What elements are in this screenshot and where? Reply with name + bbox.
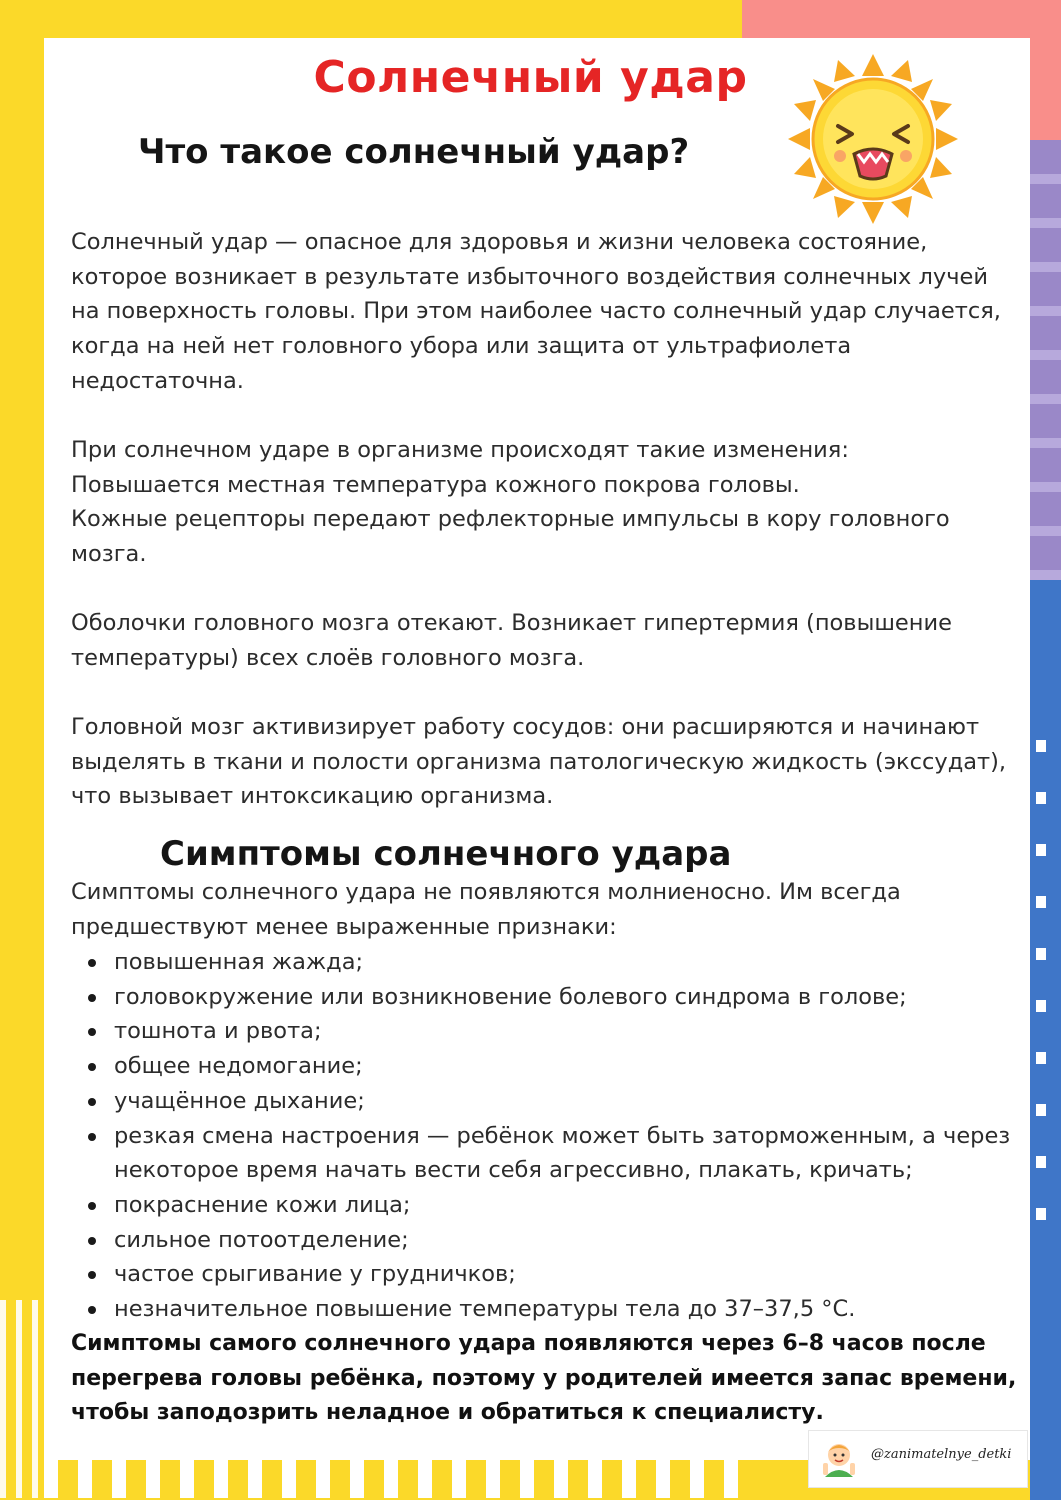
section-heading-what-is: Что такое солнечный удар?	[138, 132, 690, 172]
list-item: незначительное повышение температуры тела до 37–37,5 °С.	[71, 1292, 1021, 1327]
list-item: головокружение или возникновение болевого синдрома в голове;	[71, 980, 1021, 1015]
symptoms-list	[71, 945, 1021, 1327]
decor-stripe-purple	[1030, 140, 1061, 580]
author-badge[interactable]	[808, 1430, 1028, 1488]
paragraph-definition: Солнечный удар — опасное для здоровья и жизни человека состояние, которое возникает в результате избыточного воздействия солнечных лучей на поверхность головы. При этом наиболее часто солнечный удар случается, когда на ней нет головного убора или защита от ультрафиолета недостаточна.	[71, 229, 1001, 394]
list-item: учащённое дыхание;	[71, 1084, 1021, 1119]
author-handle: @zanimatelnye_detki	[871, 1447, 1012, 1462]
symptoms-intro: Симптомы солнечного удара не появляются молниеносно. Им всегда предшествуют менее выраженные признаки:	[71, 879, 901, 940]
list-item: сильное потоотделение;	[71, 1223, 1021, 1258]
list-item: общее недомогание;	[71, 1049, 1021, 1084]
page-title: Солнечный удар	[313, 52, 748, 103]
decor-stripe-pink	[742, 0, 1061, 40]
paragraph-changes: При солнечном ударе в организме происходят такие изменения: Повышается местная температура кожного покрова головы. Кожные рецепторы передают рефлекторные импульсы в кору головного мозга.	[71, 437, 950, 568]
symptoms-conclusion: Симптомы самого солнечного удара появляются через 6–8 часов после перегрева головы ребёнка, поэтому у родителей имеется запас времени, чтобы заподозрить неладное и обратиться к специалисту.	[71, 1331, 1017, 1426]
paragraph-meninges: Оболочки головного мозга отекают. Возникает гипертермия (повышение температуры) всех слоёв головного мозга.	[71, 610, 952, 671]
section-heading-symptoms: Симптомы солнечного удара	[160, 834, 732, 874]
list-item: повышенная жажда;	[71, 945, 1021, 980]
list-item: резкая смена настроения — ребёнок может быть заторможенным, а через некоторое время начать вести себя агрессивно, плакать, кричать;	[71, 1119, 1021, 1188]
list-item: покраснение кожи лица;	[71, 1188, 1021, 1223]
child-avatar-icon	[813, 1433, 865, 1485]
sun-illustration	[788, 54, 958, 224]
list-item: тошнота и рвота;	[71, 1014, 1021, 1049]
decor-bottom-squiggles	[0, 1300, 44, 1498]
decor-bottom-squiggles-2	[44, 1460, 744, 1498]
paragraph-vessels: Головной мозг активизирует работу сосудов: они расширяются и начинают выделять в ткани и полости организма патологическую жидкость (экссудат), что вызывает интоксикацию организма.	[71, 714, 1007, 810]
decor-stripe-white-wave	[1036, 700, 1046, 1220]
list-item: частое срыгивание у грудничков;	[71, 1257, 1021, 1292]
